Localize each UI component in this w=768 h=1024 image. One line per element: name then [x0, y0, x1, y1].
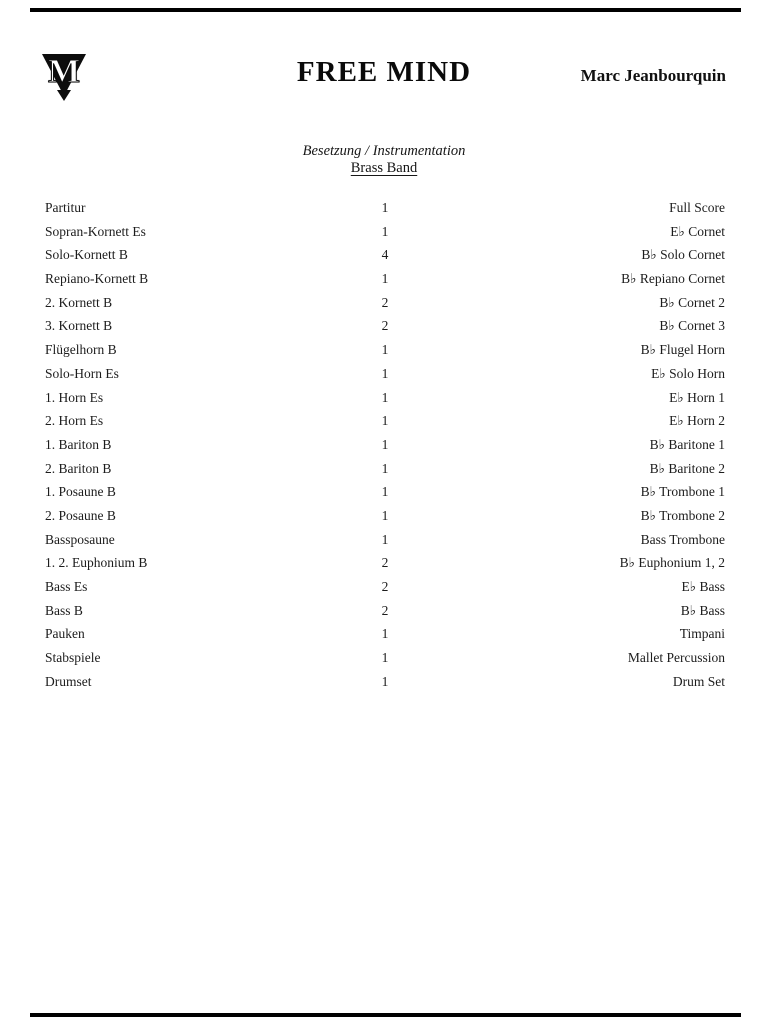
german-part-name: 2. Bariton B — [45, 460, 112, 476]
english-part-name: B♭ Baritone 1 — [649, 436, 725, 452]
english-part-name: B♭ Euphonium 1, 2 — [619, 555, 725, 571]
german-part-name: 1. Posaune B — [45, 484, 116, 500]
english-part-name: B♭ Flugel Horn — [640, 342, 725, 358]
table-row — [45, 386, 725, 410]
english-part-name: B♭ Bass — [680, 602, 725, 618]
german-part-name: 1. Horn Es — [45, 389, 104, 405]
part-quantity: 1 — [381, 271, 389, 287]
german-part-name: Flügelhorn B — [45, 342, 117, 358]
part-quantity: 1 — [381, 673, 389, 689]
german-part-name: Solo-Kornett B — [45, 247, 128, 263]
part-quantity: 2 — [381, 602, 389, 618]
table-row — [45, 267, 725, 291]
page-title: FREE MIND — [296, 56, 472, 88]
table-row — [45, 551, 725, 575]
part-quantity: 2 — [381, 579, 389, 594]
table-row — [45, 622, 725, 646]
german-part-name: Partitur — [45, 200, 86, 215]
english-part-name: E♭ Cornet — [670, 223, 725, 239]
german-part-name: Pauken — [45, 626, 85, 642]
german-part-name: Solo-Horn Es — [45, 365, 119, 381]
table-row — [45, 646, 725, 670]
english-part-name: B♭ Trombone 1 — [640, 484, 725, 500]
logo-letter: M — [47, 53, 81, 90]
english-part-name: Bass Trombone — [640, 531, 725, 547]
table-row — [45, 575, 725, 599]
table-row — [45, 243, 725, 267]
german-part-name: Sopran-Kornett Es — [45, 223, 146, 239]
table-row — [45, 480, 725, 504]
table-row — [45, 409, 725, 433]
part-quantity: 1 — [381, 650, 389, 666]
english-part-name: B♭ Trombone 2 — [640, 507, 725, 523]
english-part-name: B♭ Cornet 3 — [659, 318, 725, 334]
instrumentation-header — [0, 143, 768, 177]
composer-name: Marc Jeanbourquin — [580, 66, 726, 85]
german-part-name: 3. Kornett B — [45, 318, 113, 334]
table-row — [45, 291, 725, 315]
english-part-name: Drum Set — [672, 673, 725, 689]
table-row — [45, 433, 725, 457]
english-part-name: B♭ Repiano Cornet — [621, 271, 725, 287]
german-part-name: 2. Horn Es — [45, 413, 104, 429]
german-part-name: Bassposaune — [45, 531, 115, 547]
english-part-name: B♭ Cornet 2 — [659, 294, 725, 310]
german-part-name: Bass Es — [45, 579, 88, 594]
ensemble-label: Brass Band — [350, 160, 418, 176]
table-row — [45, 220, 725, 244]
german-part-name: Drumset — [45, 673, 92, 689]
part-quantity: 2 — [381, 294, 389, 310]
english-part-name: B♭ Solo Cornet — [641, 247, 725, 263]
logo-triangle-tip-icon — [57, 90, 71, 101]
part-quantity: 1 — [381, 200, 389, 215]
english-part-name: B♭ Baritone 2 — [649, 460, 725, 476]
part-quantity: 1 — [381, 413, 389, 429]
german-part-name: 1. Bariton B — [45, 436, 112, 452]
part-quantity: 1 — [381, 365, 389, 381]
english-part-name: E♭ Horn 2 — [669, 413, 725, 429]
english-part-name: E♭ Solo Horn — [651, 365, 725, 381]
part-quantity: 1 — [381, 531, 389, 547]
table-row — [45, 362, 725, 386]
german-part-name: 2. Posaune B — [45, 507, 116, 523]
part-quantity: 4 — [381, 247, 389, 263]
english-part-name: Timpani — [679, 626, 725, 642]
part-quantity: 1 — [381, 389, 389, 405]
table-row — [45, 314, 725, 338]
english-part-name: Full Score — [669, 200, 725, 215]
table-row — [45, 338, 725, 362]
german-part-name: Bass B — [45, 602, 83, 618]
part-quantity: 1 — [381, 460, 389, 476]
instrumentation-table — [45, 196, 725, 693]
english-part-name: E♭ Bass — [681, 579, 725, 594]
part-quantity: 1 — [381, 484, 389, 500]
german-part-name: Repiano-Kornett B — [45, 271, 149, 287]
part-quantity: 1 — [381, 342, 389, 358]
table-row — [45, 599, 725, 623]
part-quantity: 1 — [381, 436, 389, 452]
part-quantity: 2 — [381, 318, 389, 334]
part-quantity: 1 — [381, 626, 389, 642]
bottom-rule — [30, 1013, 741, 1017]
english-part-name: Mallet Percussion — [627, 650, 725, 666]
table-row — [45, 196, 725, 220]
german-part-name: Stabspiele — [45, 650, 101, 666]
section-label: Besetzung / Instrumentation — [302, 143, 466, 159]
part-quantity: 1 — [381, 223, 389, 239]
german-part-name: 1. 2. Euphonium B — [45, 555, 148, 571]
top-rule — [30, 8, 741, 12]
part-quantity: 1 — [381, 507, 389, 523]
table-row — [45, 528, 725, 552]
part-quantity: 2 — [381, 555, 389, 571]
table-row — [45, 457, 725, 481]
table-row — [45, 670, 725, 694]
german-part-name: 2. Kornett B — [45, 294, 113, 310]
english-part-name: E♭ Horn 1 — [669, 389, 725, 405]
table-row — [45, 504, 725, 528]
